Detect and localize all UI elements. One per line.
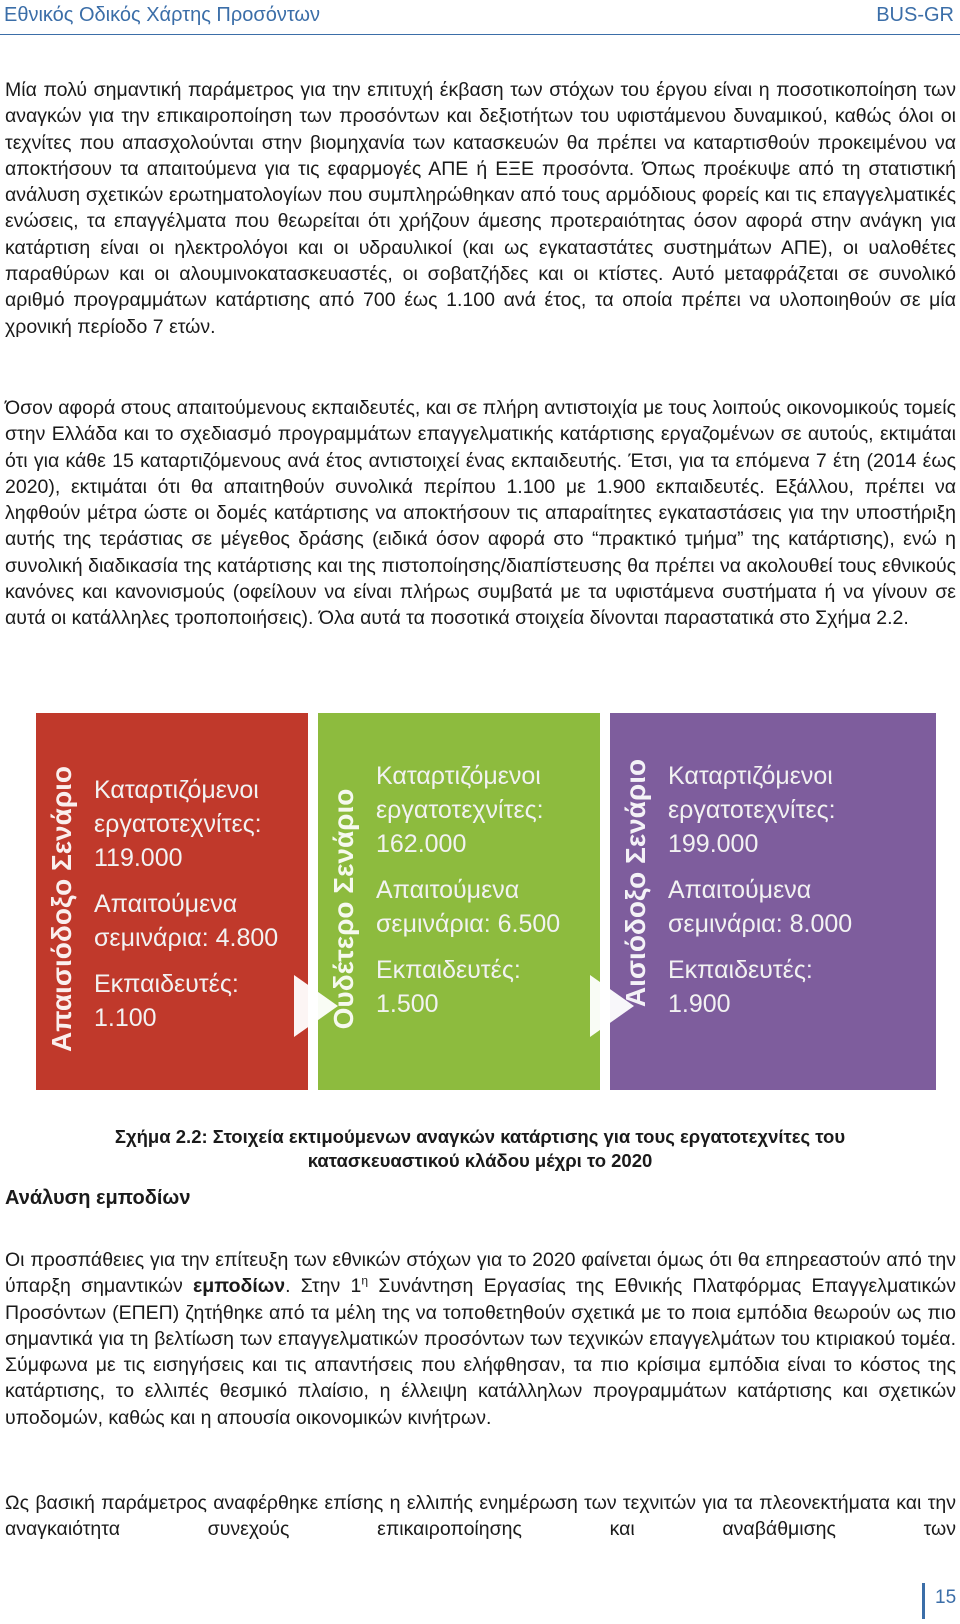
panel-line: Εκπαιδευτές: — [94, 970, 239, 998]
paragraph-3: Οι προσπάθειες για την επίτευξη των εθνικών στόχων για το 2020 φαίνεται όμως ότι θα επηρεαστούν από την ύπαρξη σημαντικών εμποδίων. Στην $1^\eta$ Συνάντηση Εργασίας της Εθνικής Πλατφόρμας Επαγγελματικών Προσόντων (ΕΠΕΠ) ζητήθηκε από τα μέλη της να τοποθετηθούν σχετικά με το ποια εμπόδια θεωρούν ως πιο σημαντικά για τη βελτίωση των επαγγελματικών προσόντων των τεχνικών επαγγελμάτων του κτιριακού τομέα. Σύμφωνα με τις εισηγήσεις και τις απαντήσεις που ελήφθησαν, τα πιο κρίσιμα εμπόδια είναι το κόστος της κατάρτισης, το ελλιπές θεσμικό πλαίσιο, η έλλειψη κατάλληλων προγραμμάτων κατάρτισης και σχετικών υποδομών, καθώς και η απουσία οικονομικών κινήτρων. — [5, 1249, 956, 1429]
panel-line: Απαιτούμενα — [376, 876, 520, 904]
panel-line: σεμινάρια: 4.800 — [94, 924, 279, 952]
panel-line: Απαιτούμενα — [668, 876, 812, 904]
section-title: Ανάλυση εμποδίων — [5, 1187, 191, 1209]
panel-content — [376, 759, 560, 1033]
caption-line: κατασκευαστικού κλάδου μέχρι το 2020 — [307, 1150, 653, 1171]
panel-line: Εκπαιδευτές: — [376, 956, 521, 984]
panel-line: 199.000 — [668, 830, 759, 858]
paragraph-4: Ως βασική παράμετρος αναφέρθηκε επίσης η ελλιπής ενημέρωση των τεχνιτών για τα πλεονεκτήματα και την αναγκαιότητα συνεχούς επικαιροποίησης και αναβάθμισης των — [5, 1492, 956, 1541]
header-project: BUS-GR — [876, 4, 954, 26]
panel-line: εργατοτεχνίτες: — [94, 810, 262, 838]
scenarios-figure — [36, 713, 936, 1090]
panel-line: Καταρτιζόμενοι — [668, 762, 833, 790]
panel-line: 1.900 — [668, 990, 731, 1018]
panel-line: 119.000 — [94, 844, 183, 872]
panel-line: Καταρτιζόμενοι — [94, 776, 259, 804]
scenario-panel-pessimistic — [36, 713, 308, 1090]
arrow-icon — [290, 971, 342, 1041]
panel-line: σεμινάρια: 6.500 — [376, 910, 561, 938]
page-number: 15 — [935, 1587, 957, 1608]
panel-title: Απαισιόδοξο Σενάριο — [46, 765, 77, 1053]
scenario-panel-optimistic — [610, 713, 936, 1090]
panel-content — [668, 759, 852, 1033]
caption-line: Σχήμα 2.2: Στοιχεία εκτιμούμενων αναγκών κατάρτισης για τους εργατοτεχνίτες του — [114, 1126, 846, 1147]
panel-content — [94, 773, 278, 1047]
figure-caption — [0, 1125, 960, 1173]
panel-line: εργατοτεχνίτες: — [376, 796, 544, 824]
panel-line: 1.500 — [376, 990, 439, 1018]
panel-title: Ουδέτερο Σενάριο — [328, 788, 359, 1030]
header-title: Εθνικός Οδικός Χάρτης Προσόντων — [4, 4, 321, 26]
panel-line: σεμινάρια: 8.000 — [668, 910, 853, 938]
scenario-panel-neutral — [318, 713, 600, 1090]
panel-line: Εκπαιδευτές: — [668, 956, 813, 984]
panel-line: 162.000 — [376, 830, 467, 858]
panel-line: 1.100 — [94, 1004, 157, 1032]
panel-line: Καταρτιζόμενοι — [376, 762, 541, 790]
paragraph-1: Μία πολύ σημαντική παράμετρος για την επιτυχή έκβαση των στόχων του έργου είναι η ποσοτικοποίηση των αναγκών για την επικαιροποίηση των προσόντων και δεξιοτήτων του υφιστάμενου δυναμικού, καθώς όλοι οι τεχνίτες που απασχολούνται στην βιομηχανία των κατασκευών θα πρέπει να καταρτισθούν προκειμένου να αποκτήσουν τα απαιτούμενα για τις εφαρμογές ΑΠΕ ή ΕΞΕ προσόντα. Όπως προέκυψε από τη στατιστική ανάλυση σχετικών ερωτηματολογίων που συμπληρώθηκαν από τους αρμόδιους φορείς και τις επαγγελματικές ενώσεις, τα επαγγέλματα που θεωρείται ότι χρήζουν άμεσης προτεραιότητας όσον αφορά στην ανάγκη για κατάρτιση είναι οι ηλεκτρολόγοι και οι υδραυλικοί (και ως εγκαταστάτες συστημάτων ΑΠΕ), οι υαλοθέτες παραθύρων και οι αλουμινοκατασκευαστές, οι σοβατζήδες και οι κτίστες. Αυτό μεταφράζεται σε συνολικό αριθμό προγραμμάτων κατάρτισης από 700 έως 1.100 ανά έτος, τα οποία πρέπει να υλοποιηθούν σε μία χρονική περίοδο 7 ετών. — [5, 79, 956, 338]
panel-title: Αισιόδοξο Σενάριο — [620, 758, 651, 1008]
page-header — [0, 0, 960, 35]
panel-line: Απαιτούμενα — [94, 890, 238, 918]
arrow-icon — [586, 971, 638, 1041]
paragraph-2: Όσον αφορά στους απαιτούμενους εκπαιδευτές, και σε πλήρη αντιστοιχία με τους λοιπούς οικονομικούς τομείς στην Ελλάδα και το σχεδιασμό προγραμμάτων επαγγελματικής κατάρτισης εργαζομένων σε αυτούς, εκτιμάται ότι για κάθε 15 καταρτιζόμενους ανά έτος αντιστοιχεί ένας εκπαιδευτής. Έτσι, για τα επόμενα 7 έτη (2014 έως 2020), εκτιμάται ότι θα απαιτηθούν συνολικά περίπου 1.100 με 1.900 εκπαιδευτές. Εξάλλου, πρέπει να ληφθούν μέτρα ώστε οι δομές κατάρτισης να αποκτήσουν τις απαραίτητες εγκαταστάσεις για την υποστήριξη αυτής της τεράστιας σε μέγεθος δράσης (ειδικά όσον αφορά στο “πρακτικό τμήμα” της κατάρτισης), ενώ η συνολική διαδικασία της κατάρτισης και της πιστοποίησης/διαπίστευσης θα πρέπει να ακολουθεί τους εθνικούς κανόνες και κανονισμούς (οφείλουν να είναι πλήρως συμβατά με τα υφιστάμενα συστήματα ή να γίνουν σε αυτά οι κατάλληλες τροποποιήσεις). Όλα αυτά τα ποσοτικά στοιχεία δίνονται παραστατικά στο Σχήμα 2.2. — [5, 397, 956, 630]
panel-line: εργατοτεχνίτες: — [668, 796, 836, 824]
page-number-bar — [922, 1583, 925, 1619]
